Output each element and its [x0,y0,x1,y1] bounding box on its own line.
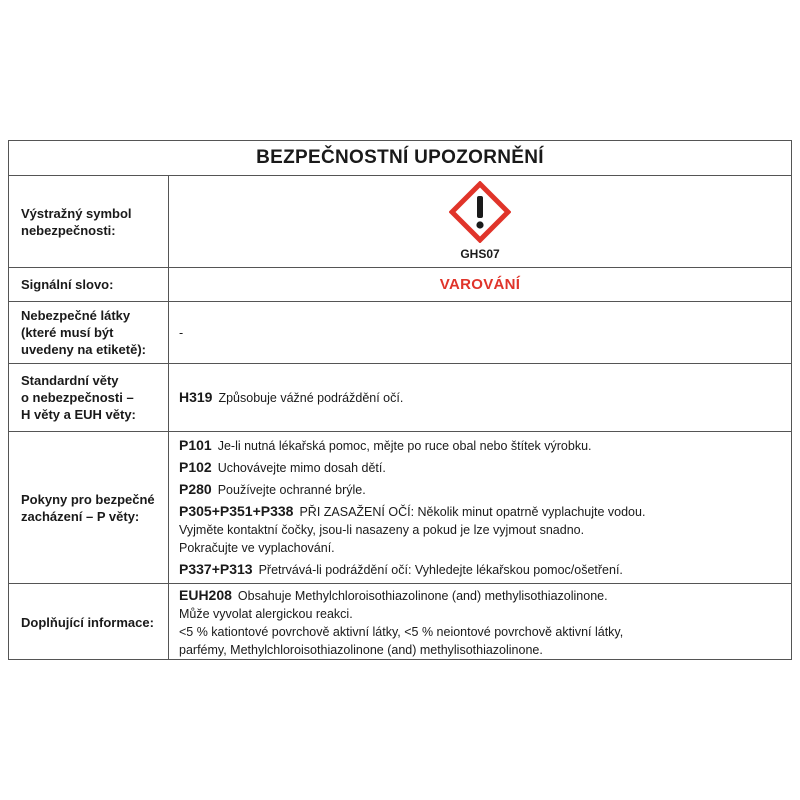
row-signal-word [9,268,791,302]
info-line: parfémy, Methylchloroisothiazolinone (and) methylisothiazolinone. [179,642,543,657]
label-line: Nebezpečné látky [21,308,131,323]
statement-text: Přetrvává-li podráždění očí: Vyhledejte lékařskou pomoc/ošetření. [258,563,623,577]
label-line: Pokyny pro bezpečné [21,491,155,507]
label-line: (které musí být [21,325,114,340]
signal-word-value [169,268,791,301]
signal-word-label: Signální slovo: [9,268,169,301]
notice-title: BEZPEČNOSTNÍ UPOZORNĚNÍ [9,141,791,176]
statement-code: P337+P313 [179,561,253,577]
additional-info-label: Doplňující informace: [9,584,169,660]
statement-line [179,586,791,605]
statement-line [179,502,791,521]
statement-line [179,388,791,407]
info-line: <5 % kationtové povrchově aktivní látky, <5 % neiontové povrchově aktivní látky, [179,624,624,639]
statement-text: Používejte ochranné brýle. [217,483,366,497]
substances-label [9,302,169,363]
statement-text: Je-li nutná lékařská pomoc, mějte po ruce obal nebo štítek výrobku. [217,439,592,453]
substances-text: - [179,325,184,340]
precautionary-value [169,432,791,583]
statement-text: PŘI ZASAŽENÍ OČÍ: Několik minut opatrně vyplachujte vodou. [299,505,646,519]
label-line: Standardní věty [21,373,119,388]
label-line: zacházení – P věty: [21,508,140,524]
precautionary-label [9,432,169,583]
statement-code: P280 [179,481,212,497]
label-line: uvedeny na etiketě): [21,342,146,357]
row-hazard-statements [9,364,791,432]
label-line: Výstražný symbol [21,205,132,221]
statement-code: H319 [179,389,213,405]
statement-line [179,436,791,455]
substances-value [169,302,791,363]
row-hazard-symbol [9,176,791,268]
additional-info-value [169,584,791,660]
statement-code: EUH208 [179,586,232,603]
statement-text: Způsobuje vážné podráždění očí. [218,391,404,405]
statement-line [179,458,791,477]
row-precautionary-statements [9,432,791,584]
safety-notice-table [8,140,792,660]
ghs-code: GHS07 [460,246,500,261]
signal-word: VAROVÁNÍ [439,275,521,293]
hazard-statements-label [9,364,169,431]
statement-code: P101 [179,437,212,453]
hazard-symbol-label [9,176,169,267]
statement-text: Obsahuje Methylchloroisothiazolinone (and) methylisothiazolinone. [237,588,608,603]
label-line: nebezpečnosti: [21,222,116,238]
label-line: H věty a EUH věty: [21,407,136,422]
statement-code: P102 [179,459,212,475]
statement-line [179,480,791,499]
hazard-symbol-value [169,176,791,267]
statement-continuation: Pokračujte ve vyplachování. [179,541,335,555]
statement-text: Uchovávejte mimo dosah dětí. [217,461,386,475]
statement-line [179,560,791,579]
statement-code: P305+P351+P338 [179,503,294,519]
row-hazardous-substances [9,302,791,364]
ghs-exclamation-icon [449,181,511,243]
hazard-statements-value [169,364,791,431]
info-line: Může vyvolat alergickou reakci. [179,606,353,621]
label-line: o nebezpečnosti – [21,390,134,405]
row-additional-info [9,584,791,660]
statement-continuation: Vyjměte kontaktní čočky, jsou-li nasazeny a pokud je lze vyjmout snadno. [179,523,585,537]
